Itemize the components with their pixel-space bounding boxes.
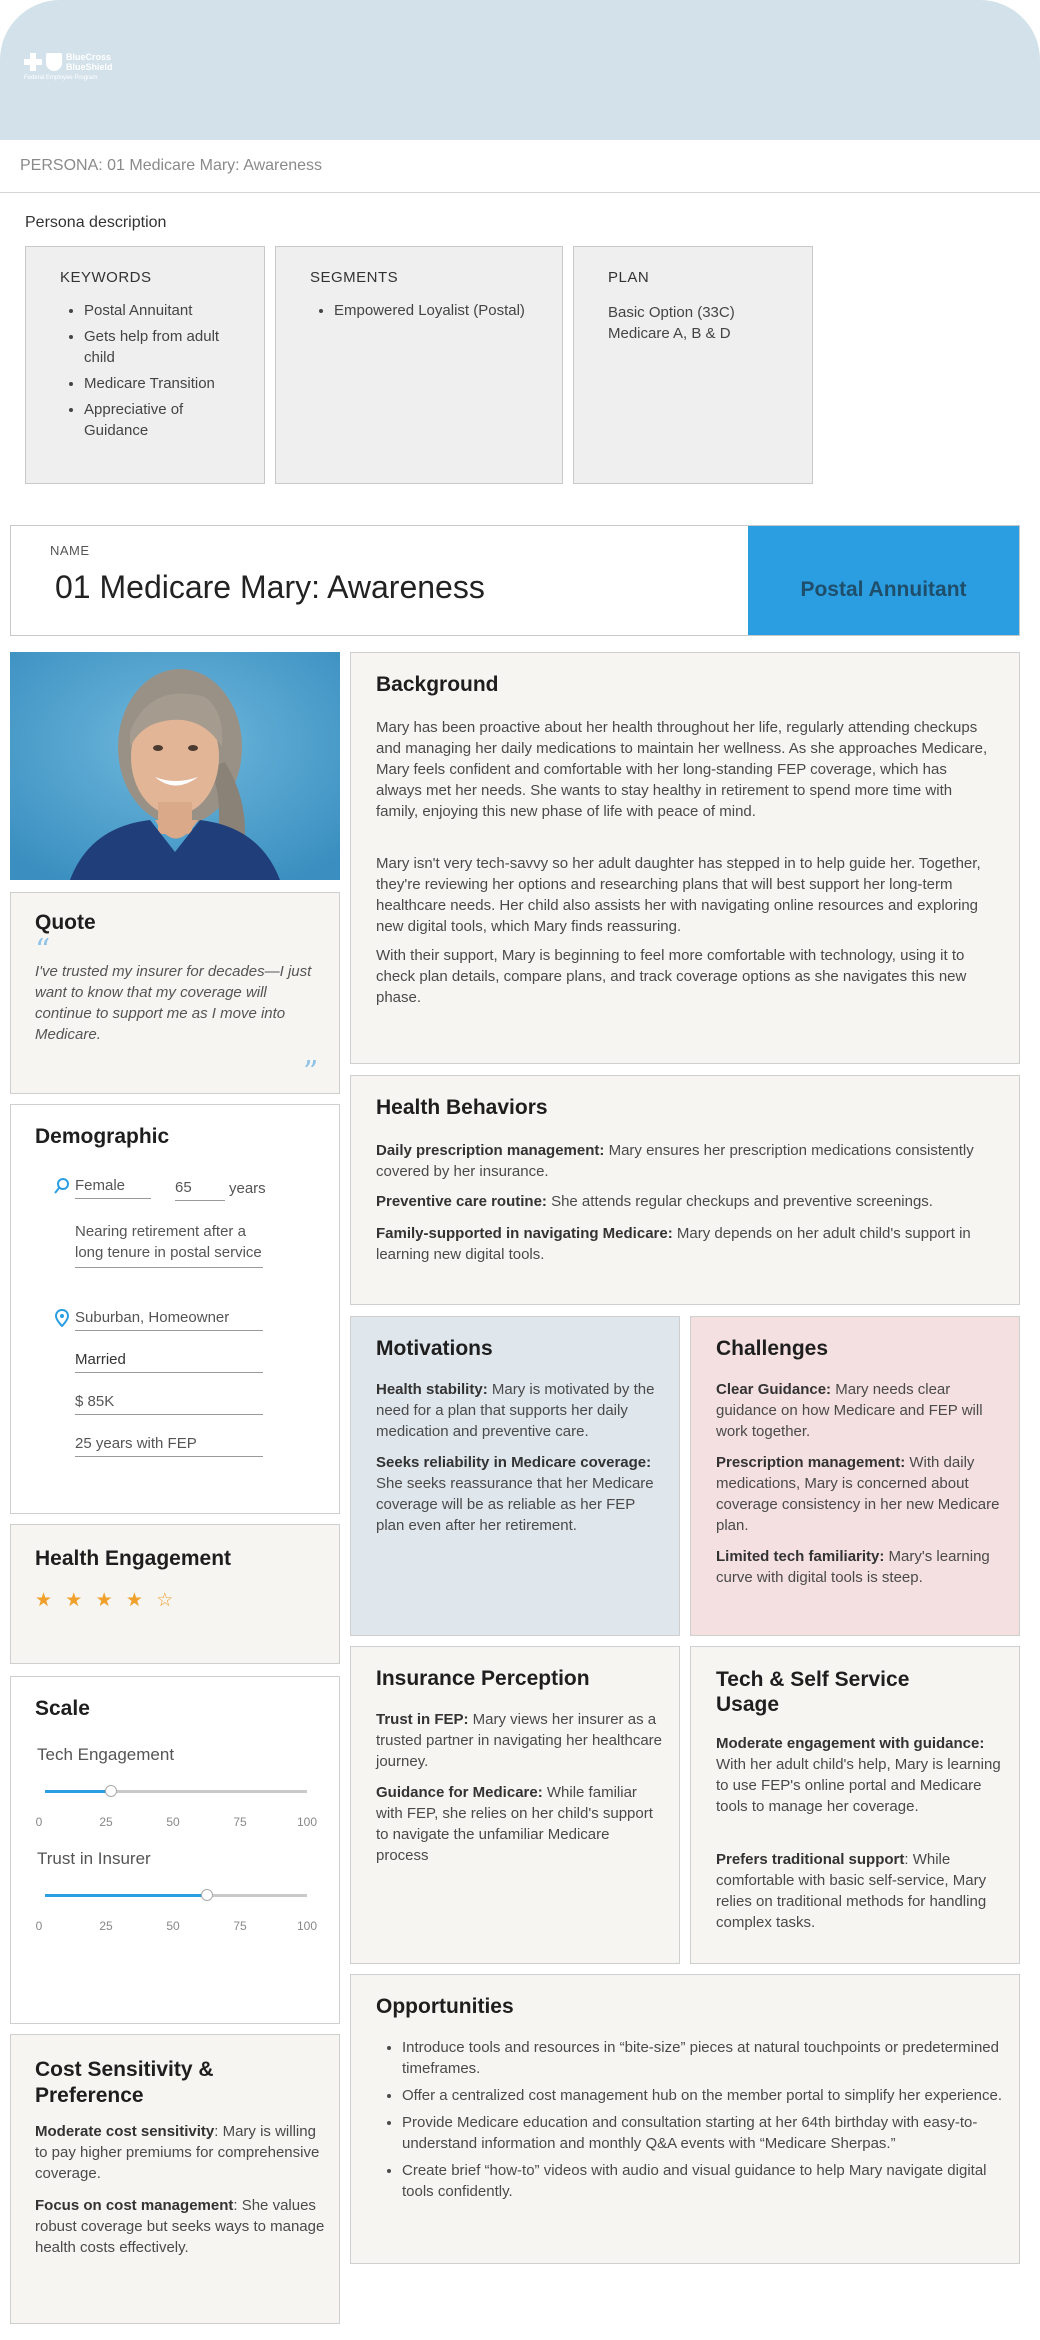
persona-name: 01 Medicare Mary: Awareness: [55, 569, 485, 605]
challenge-bold: Limited tech familiarity:: [716, 1548, 885, 1565]
segment-item: • Empowered Loyalist (Postal): [334, 300, 562, 321]
quote-panel: [10, 892, 340, 1094]
cross-icon: [24, 53, 42, 71]
motivation-item: [376, 1452, 662, 1536]
tech-text: With her adult child's help, Mary is learning to use FEP's online portal and Medicare tools to manage her coverage.: [716, 1756, 1001, 1815]
health-engagement-panel: [10, 1524, 340, 1664]
tech-engagement-slider[interactable]: [105, 1785, 117, 1797]
cost-paragraph-1: [35, 2121, 325, 2184]
trust-in-insurer-fill: [45, 1894, 207, 1897]
tech-bold: Moderate engagement with guidance:: [716, 1735, 985, 1752]
health-engagement-title: Health Engagement: [35, 1547, 232, 1570]
bcbs-logo[interactable]: [24, 52, 134, 88]
motivation-text: She seeks reassurance that her Medicare coverage will be as reliable as her FEP plan even after her retirement.: [376, 1475, 654, 1534]
tech-text: : While comfortable with basic self-service, Mary relies on traditional methods for handling complex tasks.: [716, 1851, 987, 1931]
age-unit: years: [229, 1180, 266, 1197]
logo-line1: BlueCross: [66, 52, 112, 62]
tech-self-service-panel: [690, 1646, 1020, 1964]
header-banner: [0, 0, 1040, 140]
behavior-bold: Family-supported in navigating Medicare:: [376, 1225, 673, 1242]
scale-title: Scale: [35, 1697, 90, 1720]
opportunities-title: Opportunities: [376, 1995, 514, 2018]
health-behaviors-panel: [350, 1075, 1020, 1305]
location-pin-icon: [55, 1309, 69, 1327]
behavior-text: Mary ensures her prescription medications consistently covered by her insurance.: [376, 1142, 974, 1180]
logo-subtitle: Federal Employee Program.: [24, 75, 100, 81]
segments-list: [310, 300, 562, 321]
insurance-perception-panel: [350, 1646, 680, 1964]
cost-sensitivity-title: Cost Sensitivity & Preference: [35, 2058, 214, 2107]
cost-text: : Mary is willing to pay higher premiums for comprehensive coverage.: [35, 2123, 320, 2182]
challenge-text: Mary's learning curve with digital tools is steep.: [716, 1548, 990, 1586]
scale-tick: 75: [233, 1919, 247, 1933]
insurance-perception-title: Insurance Perception: [376, 1667, 590, 1690]
quote-text: I've trusted my insurer for decades—I just want to know that my coverage will continue to support me as I move into Medicare.: [35, 963, 312, 1043]
behavior-text: She attends regular checkups and preventive screenings.: [546, 1193, 933, 1210]
challenge-item: [716, 1546, 1002, 1588]
behavior-bold: Preventive care routine:: [376, 1193, 547, 1210]
scale-panel: [10, 1676, 340, 2024]
challenge-text: Mary needs clear guidance on how Medicare and FEP will work together.: [716, 1381, 983, 1440]
persona-portrait-illustration: [10, 652, 340, 880]
cost-text: : She values robust coverage but seeks ways to manage health costs effectively.: [35, 2197, 325, 2256]
trust-in-insurer-slider[interactable]: [201, 1889, 213, 1901]
open-quote-icon: “: [35, 933, 51, 968]
close-quote-icon: ”: [303, 1055, 319, 1090]
motivations-panel: [350, 1316, 680, 1636]
keywords-list: [60, 300, 264, 441]
age-field: 65: [175, 1179, 225, 1201]
scale-tick: 25: [99, 1815, 113, 1829]
scale-tick: 0: [35, 1815, 43, 1829]
scale-label: Trust in Insurer: [37, 1849, 151, 1868]
star-rating: [35, 1589, 177, 1612]
behavior-bold: Daily prescription management:: [376, 1142, 605, 1159]
background-title: Background: [376, 673, 499, 696]
keyword-item: • Gets help from adult child: [84, 326, 264, 368]
scale-tick: 50: [166, 1919, 180, 1933]
cost-paragraph-2: [35, 2195, 325, 2258]
scale-tick: 100: [296, 1815, 318, 1829]
marital-field: Married: [75, 1351, 263, 1373]
scale-label: Tech Engagement: [37, 1745, 175, 1764]
quote-title: Quote: [35, 911, 96, 934]
segments-title: SEGMENTS: [310, 269, 399, 286]
scale-tick: 0: [35, 1919, 43, 1933]
plan-line: Medicare A, B & D: [608, 325, 731, 342]
scale-tick: 100: [296, 1919, 318, 1933]
motivation-item: [376, 1379, 662, 1442]
challenge-bold: Prescription management:: [716, 1454, 906, 1471]
cost-sensitivity-panel: [10, 2034, 340, 2324]
segments-card: [275, 246, 563, 484]
shield-icon: [46, 53, 62, 71]
persona-description-heading: Persona description: [25, 214, 167, 231]
income-field: $ 85K: [75, 1393, 263, 1415]
behavior-item: [376, 1223, 996, 1265]
health-behaviors-title: Health Behaviors: [376, 1096, 548, 1119]
insurance-bold: Guidance for Medicare:: [376, 1784, 543, 1801]
demographic-title: Demographic: [35, 1125, 170, 1148]
keywords-title: KEYWORDS: [60, 269, 152, 286]
demographic-panel: [10, 1104, 340, 1514]
cost-bold: Focus on cost management: [35, 2197, 234, 2214]
behavior-item: [376, 1140, 996, 1182]
motivation-text: Mary is motivated by the need for a plan that supports her daily medication and preventive care.: [376, 1381, 655, 1440]
challenges-panel: [690, 1316, 1020, 1636]
tech-bold: Prefers traditional support: [716, 1851, 905, 1868]
opportunity-item: • Offer a centralized cost management hub on the member portal to simplify her experience.: [402, 2085, 1006, 2106]
opportunity-item: • Create brief “how-to” videos with audio and visual guidance to help Mary navigate digital tools confidently.: [402, 2160, 1006, 2202]
opportunities-panel: [350, 1974, 1020, 2264]
background-paragraph: Mary isn't very tech-savvy so her adult daughter has stepped in to help guide her. Together, they're reviewing her options and researching plans that will best support her long-term healthcare needs. Her child also assists her with navigating online resources and exploring new digital tools, which Mary finds reassuring.: [376, 855, 981, 935]
keyword-item: • Medicare Transition: [84, 373, 264, 394]
logo-line2: BlueShield: [66, 62, 113, 72]
insurance-item: [376, 1782, 662, 1866]
behavior-text: Mary depends on her adult child's support in learning new digital tools.: [376, 1225, 971, 1263]
plan-title: PLAN: [608, 269, 650, 286]
gender-field: Female: [75, 1177, 151, 1199]
tech-self-service-title: Tech & Self Service Usage: [716, 1668, 910, 1716]
status-field: Nearing retirement after a long tenure in postal service: [75, 1221, 263, 1268]
tech-item: [716, 1733, 1002, 1817]
segment-tag-label: Postal Annuitant: [800, 578, 967, 601]
background-paragraph: Mary has been proactive about her health throughout her life, regularly attending checkups and managing her daily medications to maintain her wellness. As she approaches Medicare, Mary feels confident and comfortable with her long-standing FEP coverage, which has always met her needs. She wants to stay healthy in retirement to spend more time with family, enjoying this new phase of life with peace of mind.: [376, 719, 988, 820]
challenge-item: [716, 1452, 1002, 1536]
location-field: Suburban, Homeowner: [75, 1309, 263, 1331]
behavior-item: [376, 1191, 996, 1212]
opportunity-item: • Provide Medicare education and consultation starting at her 64th birthday with easy-to-understand information and monthly Q&A events with “Medicare Sherpas.”: [402, 2112, 1006, 2154]
keywords-card: [25, 246, 265, 484]
challenges-title: Challenges: [716, 1337, 829, 1360]
persona-title: PERSONA: 01 Medicare Mary: Awareness: [20, 157, 323, 174]
scale-tick: 50: [166, 1815, 180, 1829]
tech-engagement-fill: [45, 1790, 111, 1793]
insurance-text: While familiar with FEP, she relies on her child's support to navigate the unfamiliar Medicare process: [376, 1784, 653, 1864]
tenure-field: 25 years with FEP: [75, 1435, 263, 1457]
background-paragraph: With their support, Mary is beginning to feel more comfortable with technology, using it to check plan details, compare plans, and track coverage options as she navigates this new phase.: [376, 947, 967, 1006]
star-filled-icon: ★ ★ ★ ★: [35, 1590, 147, 1611]
keyword-item: • Appreciative of Guidance: [84, 399, 264, 441]
motivations-title: Motivations: [376, 1337, 493, 1360]
challenge-text: With daily medications, Mary is concerned about coverage consistency in her new Medicare plan.: [716, 1454, 1000, 1534]
motivation-bold: Health stability:: [376, 1381, 488, 1398]
opportunities-list: [376, 2037, 1006, 2208]
opportunity-item: • Introduce tools and resources in “bite-size” pieces at natural touchpoints or predetermined timeframes.: [402, 2037, 1006, 2079]
insurance-bold: Trust in FEP:: [376, 1711, 469, 1728]
tech-item: [716, 1849, 1002, 1933]
challenge-bold: Clear Guidance:: [716, 1381, 832, 1398]
persona-photo: [10, 652, 340, 880]
star-empty-icon: ☆: [156, 1590, 178, 1611]
scale-tick: 25: [99, 1919, 113, 1933]
cost-bold: Moderate cost sensitivity: [35, 2123, 215, 2140]
gender-search-icon: [53, 1177, 71, 1195]
keyword-item: • Postal Annuitant: [84, 300, 264, 321]
background-panel: [350, 652, 1020, 1064]
motivation-bold: Seeks reliability in Medicare coverage:: [376, 1454, 652, 1471]
name-label: NAME: [50, 543, 90, 558]
scale-tick: 75: [233, 1815, 247, 1829]
plan-line: Basic Option (33C): [608, 304, 735, 321]
challenge-item: [716, 1379, 1002, 1442]
plan-card: [573, 246, 813, 484]
insurance-item: [376, 1709, 662, 1772]
insurance-text: Mary views her insurer as a trusted partner in navigating her healthcare journey.: [376, 1711, 663, 1770]
